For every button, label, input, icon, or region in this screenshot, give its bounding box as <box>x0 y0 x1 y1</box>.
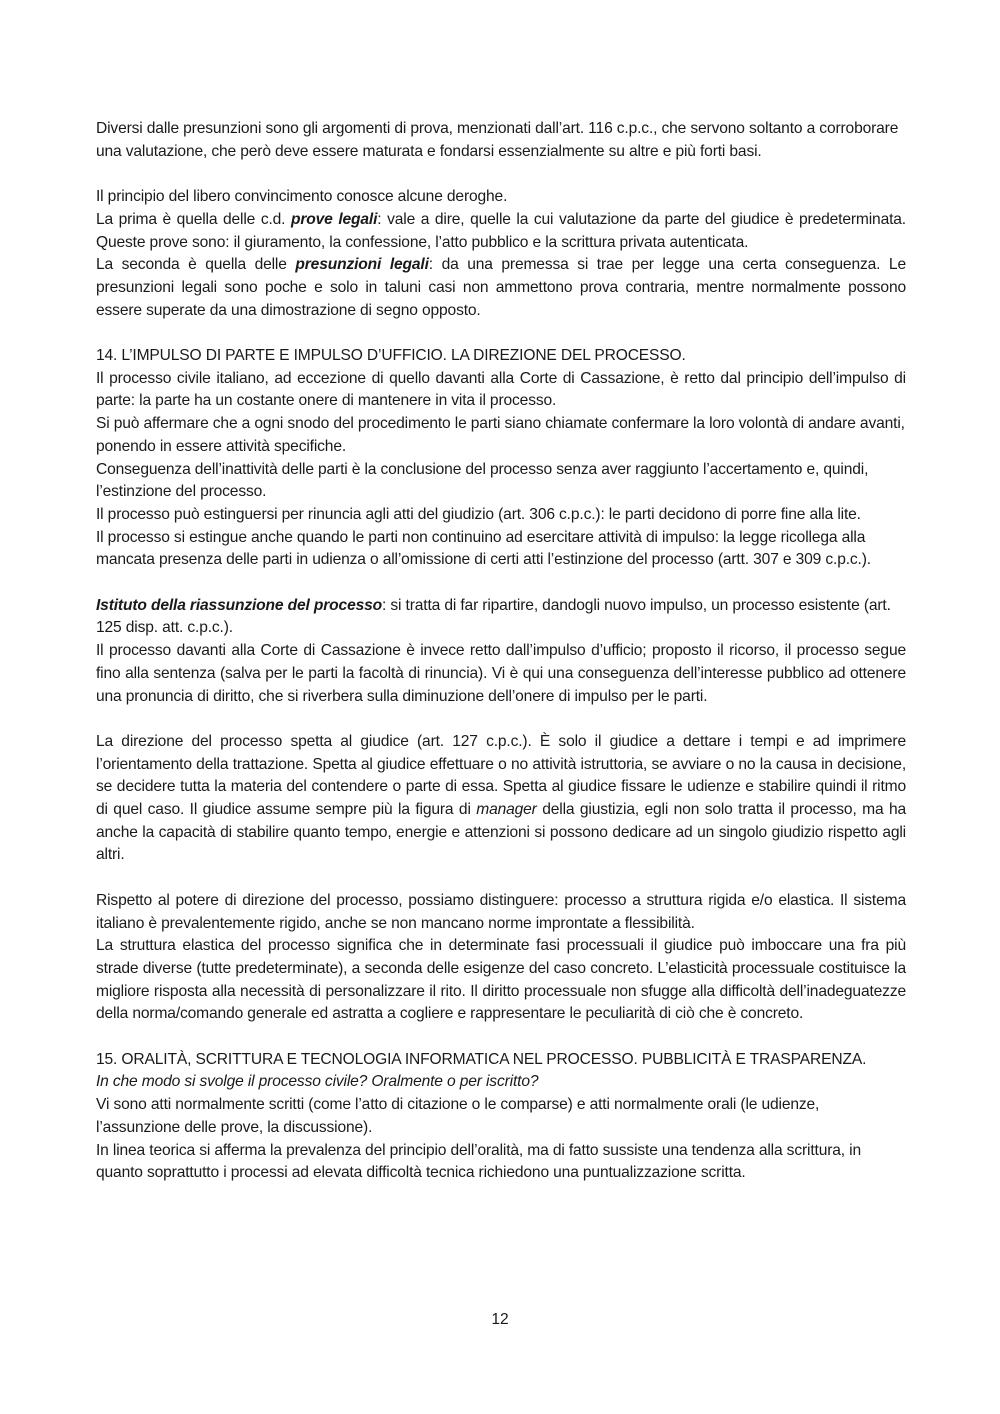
paragraph-impulso-di-parte: Il processo civile italiano, ad eccezione di quello davanti alla Corte di Cassazione, è retto dal principio dell’impulso di parte: la parte ha un costante onere di mantenere in vita il processo. <box>96 369 906 410</box>
paragraph-prove-legali <box>96 209 906 254</box>
document-body <box>96 118 906 1185</box>
paragraph-deroghe-intro: Il principio del libero convincimento conosce alcune deroghe. <box>96 188 508 206</box>
text-run: : si tratta di far ripartire, dandogli nuovo impulso, un processo esistente (art. 125 disp. att. c.p.c.). <box>96 596 891 637</box>
emphasis-riassunzione: Istituto della riassunzione del processo <box>96 596 383 614</box>
paragraph-oralita-scrittura: In linea teorica si afferma la prevalenza del principio dell’oralità, ma di fatto sussiste una tendenza alla scrittura, in quanto soprattutto i processi ad elevata difficoltà tecnica richiedono una puntualizzazione scritta. <box>96 1141 861 1182</box>
text-run: La seconda è quella delle <box>96 256 296 274</box>
paragraph-estinzione-processo: Il processo si estingue anche quando le parti non continuino ad esercitare attività di impulso: la legge ricollega alla mancata presenza delle parti in udienza o all’omissione di certi atti l’estinzione del processo (artt. 307 e 309 c.p.c.). <box>96 528 871 569</box>
paragraph-atti-scritti-orali: Vi sono atti normalmente scritti (come l’atto di citazione o le comparse) e atti normalmente orali (le udienze, l’assunzione delle prove, la discussione). <box>96 1096 820 1136</box>
paragraph-struttura-elastica: La struttura elastica del processo significa che in determinate fasi processuali il giudice può imboccare una fra più strade diverse (tutte predeterminate), a seconda delle esigenze del caso concreto. L’elasticità processuale costituisce la migliore risposta alla necessità di personalizzare il rito. Il diritto processuale non sfugge alla difficoltà dell’inadeguatezze della norma/comando generale ed astratta a cogliere e rappresentare le peculiarità di ciò che è concreto. <box>96 937 906 1023</box>
paragraph-gap <box>96 163 906 186</box>
section-heading-14: 14. L’IMPULSO DI PARTE E IMPULSO D’UFFICIO. LA DIREZIONE DEL PROCESSO. <box>96 347 686 364</box>
paragraph-argomenti-di-prova: Diversi dalle presunzioni sono gli argomenti di prova, menzionati dall’art. 116 c.p.c., che servono soltanto a corroborare una valutazione, che però deve essere maturata e fondarsi essenzialmente su altre e più forti basi. <box>96 120 899 160</box>
paragraph-gap <box>96 867 906 890</box>
text-run: La prima è quella delle c.d. <box>96 210 291 228</box>
paragraph-gap <box>96 322 906 345</box>
text-run: La direzione del processo spetta al giudice (art. 127 c.p.c.). È solo il giudice a dettare i tempi e ad imprimere l’orientamento della trattazione. Spetta al giudice effettuare o no attività istruttoria, se avviare o no la causa in decisione, se decidere tutta la materia del contendere o parte di essa. Spetta al giudice fissare le udienze e stabilire quindi il ritmo di quel caso. Il giudice assume sempre più la figura di <box>96 732 906 819</box>
paragraph-rinuncia-atti: Il processo può estinguersi per rinuncia agli atti del giudizio (art. 306 c.p.c.): le parti decidono di porre fine alla lite. <box>96 505 861 523</box>
paragraph-struttura-rigida: Rispetto al potere di direzione del processo, possiamo distinguere: processo a struttura rigida e/o elastica. Il sistema italiano è prevalentemente rigido, anche se non mancano norme improntate a flessibilità. <box>96 891 906 932</box>
emphasis-manager: manager <box>476 801 537 819</box>
paragraph-gap <box>96 1026 906 1049</box>
paragraph-inattivita-parti: Conseguenza dell’inattività delle parti è la conclusione del processo senza aver raggiunto l’accertamento e, quindi, l’estinzione del processo. <box>96 460 869 501</box>
text-run: della giustizia, egli non solo tratta il processo, ma ha anche la capacità di stabilire quanto tempo, energie e attenzioni si possono dedicare ad un singolo giudizio rispetto agli altri. <box>96 801 906 864</box>
paragraph-gap <box>96 572 906 595</box>
paragraph-gap <box>96 708 906 731</box>
section-heading-15: 15. ORALITÀ, SCRITTURA E TECNOLOGIA INFORMATICA NEL PROCESSO. PUBBLICITÀ E TRASPARENZA. <box>96 1050 867 1068</box>
paragraph-impulso-ufficio: Il processo davanti alla Corte di Cassazione è invece retto dall’impulso d’ufficio; proposto il ricorso, il processo segue fino alla sentenza (salva per le parti la facoltà di rinuncia). Vi è qui una conseguenza dell’interesse pubblico ad ottenere una pronuncia di diritto, che si riverbera sulla diminuzione dell’onere di impulso per le parti. <box>96 642 906 705</box>
emphasis-presunzioni-legali: presunzioni legali <box>295 256 429 274</box>
emphasis-prove-legali: prove legali <box>290 210 378 228</box>
text-run: : da una premessa si trae per legge una certa conseguenza. Le presunzioni legali sono poche e solo in taluni casi non ammettono prova contraria, mentre normalmente possono essere superate da una dimostrazione di segno opposto. <box>96 256 906 319</box>
paragraph-snodo-procedimento: Si può affermare che a ogni snodo del procedimento le parti siano chiamate confermare la loro volontà di andare avanti, ponendo in essere attività specifiche. <box>96 415 905 455</box>
question-processo-civile: In che modo si svolge il processo civile? Oralmente o per iscritto? <box>96 1073 539 1091</box>
paragraph-presunzioni-legali <box>96 254 906 322</box>
text-run: : vale a dire, quelle la cui valutazione da parte del giudice è predeterminata. Queste prove sono: il giuramento, la confessione, l’atto pubblico e la scrittura privata autenticata. <box>96 210 906 251</box>
page-number: 12 <box>491 1311 509 1328</box>
paragraph-riassunzione <box>96 595 906 640</box>
paragraph-direzione-processo <box>96 731 906 867</box>
